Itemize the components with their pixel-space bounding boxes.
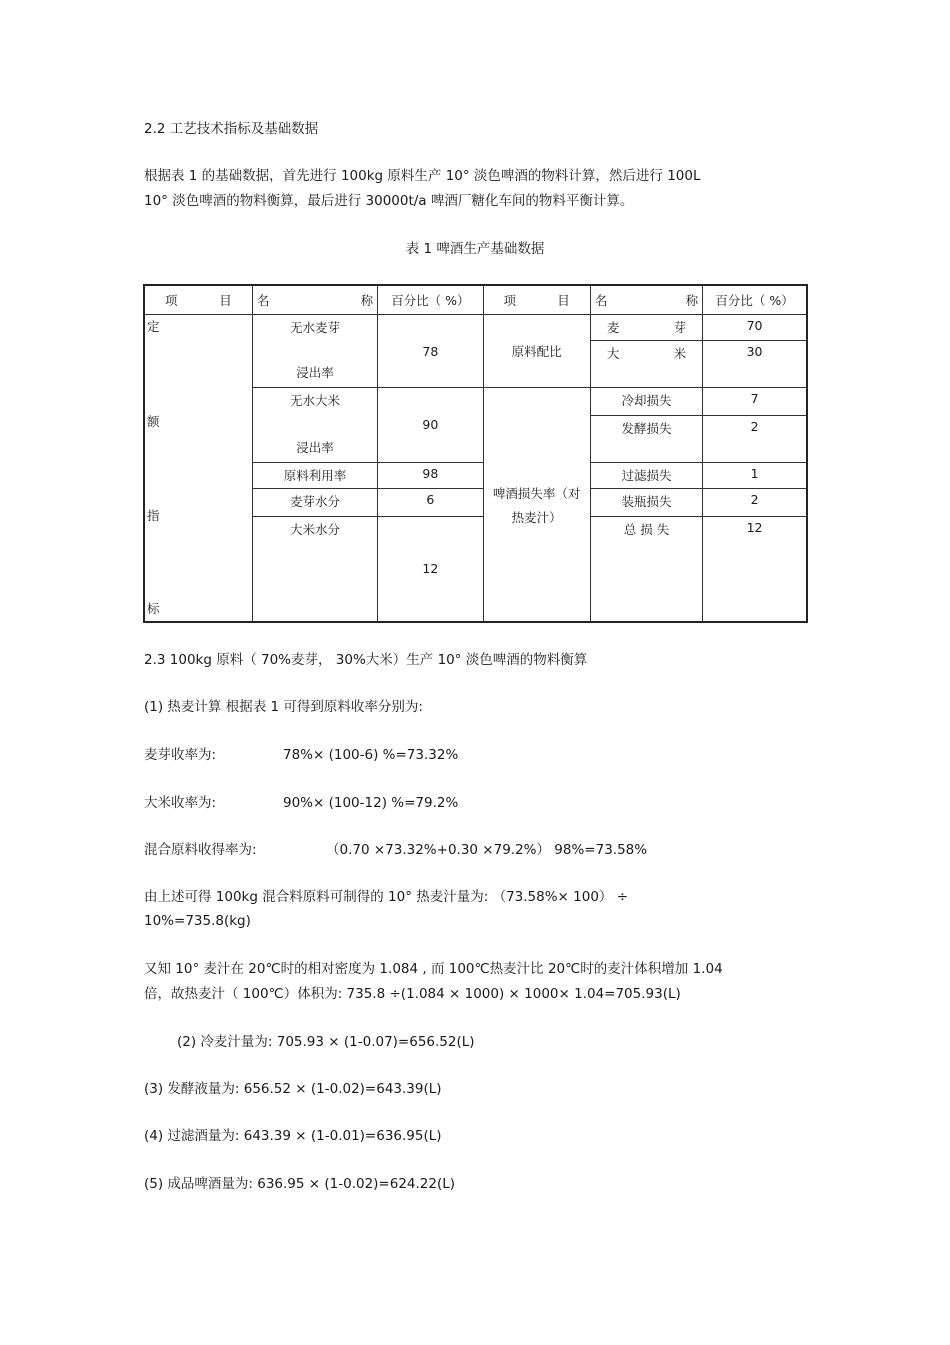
value-rice-moisture: 12 bbox=[378, 516, 483, 622]
category-cell bbox=[144, 315, 252, 623]
intro-line-1: 根据表 1 的基础数据，首先进行 100kg 原料生产 10° 淡色啤酒的物料计算，然后进行 100L bbox=[144, 168, 701, 184]
hot-wort-line-2: 10%=735.8(kg) bbox=[144, 913, 251, 929]
category-char-4: 标 bbox=[147, 601, 160, 616]
ratio-malt-value: 70 bbox=[703, 315, 807, 341]
header-item-2: 项 目 bbox=[483, 285, 590, 315]
hot-wort-line-1: 由上述可得 100kg 混合料原料可制得的 10° 热麦汁量为: （73.58%× 100） ÷ bbox=[144, 889, 629, 905]
loss-cooling-name: 冷却损失 bbox=[590, 388, 702, 416]
loss-cooling-value: 7 bbox=[703, 388, 807, 416]
group-ratio-label: 原料配比 bbox=[483, 315, 590, 388]
category-char-3: 指 bbox=[147, 508, 160, 523]
loss-total-value: 12 bbox=[703, 516, 807, 622]
loss-fermentation-value: 2 bbox=[703, 416, 807, 463]
step-3-fermentation: (3) 发酵液量为: 656.52 × (1-0.02)=643.39(L) bbox=[144, 1081, 442, 1097]
mixed-yield-label: 混合原料收得率为: bbox=[144, 842, 257, 858]
loss-total-name: 总 损 失 bbox=[590, 516, 702, 622]
category-char-1: 定 bbox=[147, 319, 160, 334]
category-char-2: 额 bbox=[147, 414, 160, 429]
loss-filtration-name: 过滤损失 bbox=[590, 462, 702, 488]
volume-line-2: 倍，故热麦汁（ 100℃）体积为: 735.8 ÷(1.084 × 1000) × 1000× 1.04=705.93(L) bbox=[144, 986, 681, 1002]
loss-filtration-value: 1 bbox=[703, 462, 807, 488]
volume-line-1: 又知 10° 麦汁在 20℃时的相对密度为 1.084 , 而 100℃热麦汁比 20℃时的麦汁体积增加 1.04 bbox=[144, 961, 723, 977]
value-malt-extract: 78 bbox=[378, 315, 483, 388]
rice-yield-value: 90%× (100-12) %=79.2% bbox=[283, 795, 459, 811]
loss-bottling-name: 装瓶损失 bbox=[590, 488, 702, 516]
rice-yield-label: 大米收率为: bbox=[144, 795, 217, 811]
mixed-yield-value: （0.70 ×73.32%+0.30 ×79.2%） 98%=73.58% bbox=[326, 842, 648, 858]
section-heading-2-3: 2.3 100kg 原料（ 70%麦芽， 30%大米）生产 10° 淡色啤酒的物料衡算 bbox=[144, 652, 588, 668]
value-rice-extract: 90 bbox=[378, 388, 483, 463]
header-item: 项 目 bbox=[144, 285, 252, 315]
header-name: 名 称 bbox=[252, 285, 377, 315]
cell-utilization: 原料利用率 bbox=[252, 462, 377, 488]
base-data-table bbox=[143, 284, 808, 623]
ratio-rice-name: 大 米 bbox=[590, 341, 702, 388]
value-malt-moisture: 6 bbox=[378, 488, 483, 516]
table-caption: 表 1 啤酒生产基础数据 bbox=[405, 241, 545, 257]
group-loss-label: 啤酒损失率（对 热麦汁） bbox=[483, 388, 590, 623]
step-5-finished-beer: (5) 成品啤酒量为: 636.95 × (1-0.02)=624.22(L) bbox=[144, 1176, 456, 1192]
loss-fermentation-name: 发酵损失 bbox=[590, 416, 702, 463]
section-heading-2-2: 2.2 工艺技术指标及基础数据 bbox=[144, 121, 319, 137]
ratio-malt-name: 麦 芽 bbox=[590, 315, 702, 341]
cell-rice-moisture: 大米水分 bbox=[252, 516, 377, 622]
step-4-filtered-beer: (4) 过滤酒量为: 643.39 × (1-0.01)=636.95(L) bbox=[144, 1128, 442, 1144]
ratio-rice-value: 30 bbox=[703, 341, 807, 388]
step-1-hot-wort: (1) 热麦计算 根据表 1 可得到原料收率分别为: bbox=[144, 699, 423, 715]
header-name-2: 名 称 bbox=[590, 285, 702, 315]
cell-malt-extract: 无水麦芽 浸出率 bbox=[252, 315, 377, 388]
header-percent: 百分比（ %） bbox=[378, 285, 483, 315]
step-2-cold-wort: (2) 冷麦汁量为: 705.93 × (1-0.07)=656.52(L) bbox=[177, 1034, 475, 1050]
loss-bottling-value: 2 bbox=[703, 488, 807, 516]
malt-yield-value: 78%× (100-6) %=73.32% bbox=[283, 747, 459, 763]
cell-malt-moisture: 麦芽水分 bbox=[252, 488, 377, 516]
cell-rice-extract: 无水大米 浸出率 bbox=[252, 388, 377, 463]
intro-line-2: 10° 淡色啤酒的物料衡算，最后进行 30000t/a 啤酒厂糖化车间的物料平衡计算。 bbox=[144, 193, 634, 209]
header-percent-2: 百分比（ %） bbox=[703, 285, 807, 315]
malt-yield-label: 麦芽收率为: bbox=[144, 747, 217, 763]
value-utilization: 98 bbox=[378, 462, 483, 488]
